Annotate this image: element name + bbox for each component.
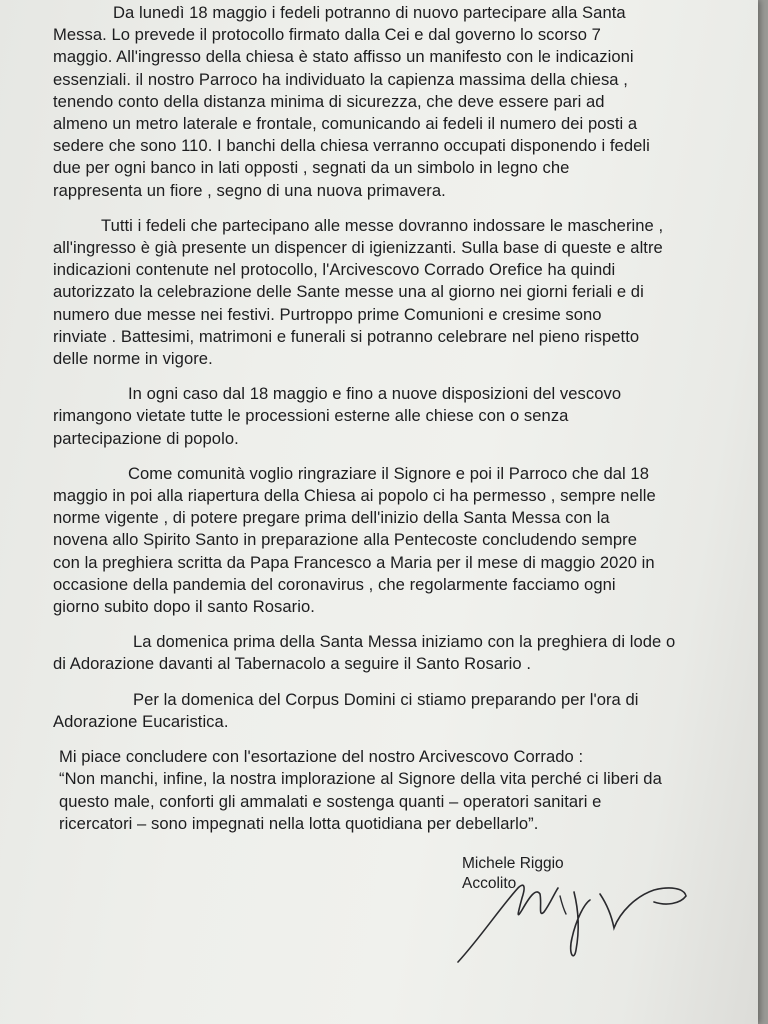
paragraph-reopening: Da lunedì 18 maggio i fedeli potranno di nuovo partecipare alla Santa Messa. Lo prevede il protocollo firmato dalla Cei e dal governo lo scorso 7 maggio. All'ingresso della chiesa è stato affisso un manifesto con le indicazioni essenziali. il nostro Parroco ha individuato la capienza massima della chiesa , tenendo conto della distanza minima di sicurezza, che deve essere pari ad almeno un metro laterale e frontale, comunicando ai fedeli il numero dei posti a sedere che sono 110. I banchi della chiesa verranno occupati disponendo i fedeli due per ogni banco in lati opposti , segnati da un simbolo in legno che rappresenta un fiore , segno di una nuova primavera.	[53, 3, 650, 200]
paragraph-thanks: Come comunità voglio ringraziare il Signore e poi il Parroco che dal 18 maggio in poi alla riapertura della Chiesa ai popolo ci ha permesso , sempre nelle norme vigente , di potere pregare prima dell'inizio della Santa Messa con la novena allo Spirito Santo in preparazione alla Pentecoste concludendo sempre con la preghiera scritta da Papa Francesco a Maria per il mese di maggio 2020 in occasione della pandemia del coronavirus , che regolarmente facciamo ogni giorno subito dopo il santo Rosario.	[53, 463, 656, 617]
signatory-role: Accolito	[462, 875, 517, 892]
letter-body	[53, 2, 743, 847]
handwritten-signature	[440, 858, 700, 968]
paragraph-corpus-domini: Per la domenica del Corpus Domini ci stiamo preparando per l'ora di Adorazione Eucaristica.	[53, 689, 639, 731]
signatory-name: Michele Riggio	[462, 855, 564, 872]
paragraph-conclusion: Mi piace concludere con l'esortazione del nostro Arcivescovo Corrado : “Non manchi, infine, la nostra implorazione al Signore della vita perché ci liberi da questo male, conforti gli ammalati e sostenga quanti – operatori sanitari e ricercatori – sono impegnati nella lotta quotidiana per debellarlo”.	[59, 747, 662, 833]
paragraph-processions: In ogni caso dal 18 maggio e fino a nuove disposizioni del vescovo rimangono vietate tutte le processioni esterne alle chiese con o senza partecipazione di popolo.	[53, 384, 622, 448]
paragraph-sunday: La domenica prima della Santa Messa iniziamo con la preghiera di lode o di Adorazione davanti al Tabernacolo a seguire il Santo Rosario .	[53, 632, 676, 674]
paragraph-masks: Tutti i fedeli che partecipano alle messe dovranno indossare le mascherine , all'ingresso è già presente un dispencer di igienizzanti. Sulla base di queste e altre indicazioni contenute nel protocollo, l'Arcivescovo Corrado Orefice ha quindi autorizzato la celebrazione delle Sante messe una al giorno nei giorni feriali e di numero due messe nei festivi. Purtroppo prime Comunioni e cresime sono rinviate . Battesimi, matrimoni e funerali si potranno celebrare nel pieno rispetto delle norme in vigore.	[53, 215, 664, 369]
